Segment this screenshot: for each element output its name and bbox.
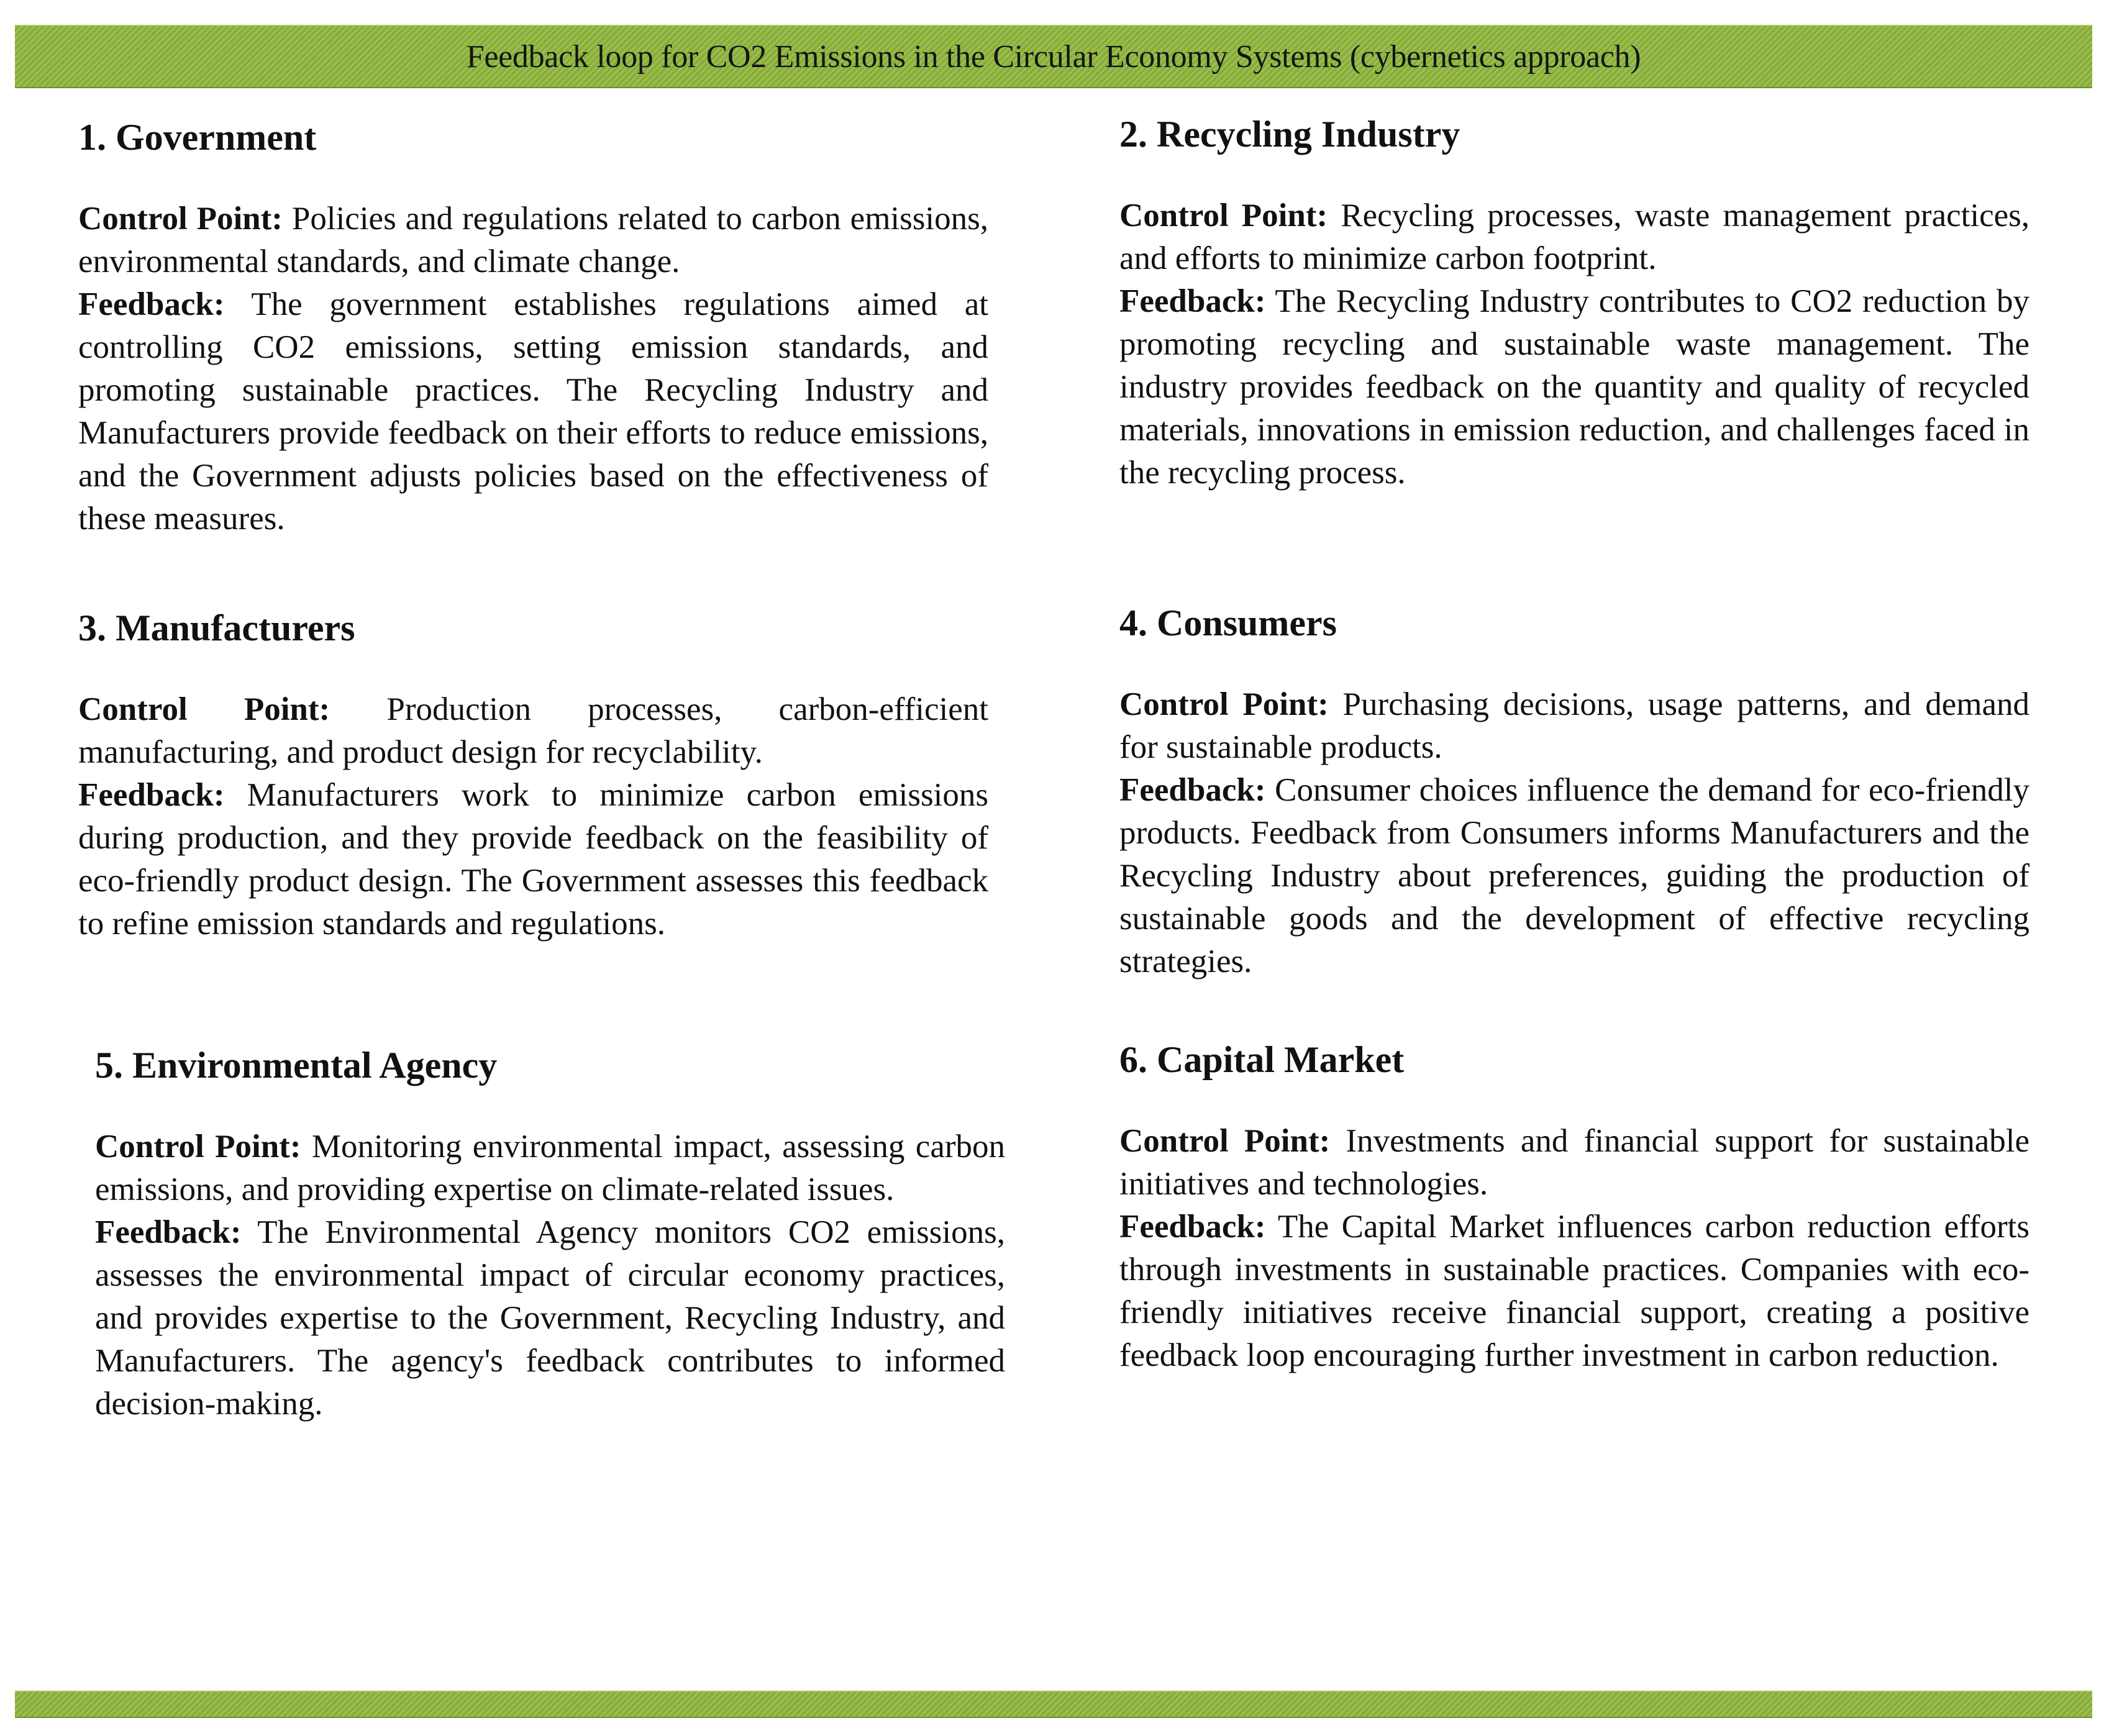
feedback-text: The government establishes regulations aimed at controlling CO2 emissions, setting emission standards, and promoting sustainable practices. The Recycling Industry and Manufacturers provide feedback on their efforts to reduce emissions, and the Government adjusts policies based on the effectiveness of these measures. <box>78 286 988 537</box>
control-point-text: Policies and regulations related to carbon emissions, environmental standards, and climate change. <box>78 201 988 279</box>
section-recycling-industry <box>1119 114 2029 494</box>
page-title: Feedback loop for CO2 Emissions in the Circular Economy Systems (cybernetics approach) <box>466 39 1641 75</box>
section-heading: 3. Manufacturers <box>78 607 355 648</box>
control-point-text: Production processes, carbon-efficient manufacturing, and product design for recyclability. <box>78 691 988 770</box>
section-heading: 5. Environmental Agency <box>95 1045 498 1086</box>
control-point-label: Control Point: <box>1119 198 1328 234</box>
feedback-paragraph <box>78 283 988 540</box>
control-point-label: Control Point: <box>78 201 283 237</box>
control-point-text: Purchasing decisions, usage patterns, and demand for sustainable products. <box>1119 686 2029 765</box>
section-heading: 1. Government <box>78 117 317 158</box>
feedback-label: Feedback: <box>95 1214 242 1250</box>
control-point-label: Control Point: <box>95 1129 301 1165</box>
section-capital-market <box>1119 1039 2029 1377</box>
section-government <box>78 117 988 540</box>
feedback-paragraph <box>1119 769 2029 983</box>
feedback-paragraph <box>1119 280 2029 494</box>
feedback-text: The Capital Market influences carbon reduction efforts through investments in sustainable practices. Companies with eco-friendly initiatives receive financial support, creating a positive feedback loop encouraging further investment in carbon reduction. <box>1119 1209 2029 1373</box>
section-heading: 4. Consumers <box>1119 602 1337 643</box>
section-heading: 2. Recycling Industry <box>1119 114 1460 155</box>
control-point-label: Control Point: <box>1119 686 1329 722</box>
feedback-text: Manufacturers work to minimize carbon emissions during production, and they provide feedback on the feasibility of eco-friendly product design. The Government assesses this feedback to refine emission standards and regulations. <box>78 777 988 942</box>
feedback-label: Feedback: <box>1119 1209 1266 1245</box>
feedback-text: Consumer choices influence the demand for eco-friendly products. Feedback from Consumers informs Manufacturers and the Recycling Industry about preferences, guiding the production of sustainable goods and the development of effective recycling strategies. <box>1119 772 2030 979</box>
section-manufacturers <box>78 607 988 945</box>
section-consumers <box>1119 602 2029 983</box>
feedback-label: Feedback: <box>1119 283 1266 319</box>
control-point-paragraph <box>1119 1120 2029 1206</box>
control-point-text: Monitoring environmental impact, assessing carbon emissions, and providing expertise on climate-related issues. <box>95 1129 1005 1207</box>
feedback-paragraph <box>1119 1206 2029 1377</box>
feedback-label: Feedback: <box>78 777 225 813</box>
control-point-paragraph <box>78 688 988 774</box>
feedback-paragraph <box>95 1211 1005 1425</box>
control-point-label: Control Point: <box>78 691 330 727</box>
control-point-paragraph <box>95 1125 1005 1211</box>
control-point-paragraph <box>78 198 988 283</box>
footer-banner <box>15 1691 2092 1718</box>
control-point-label: Control Point: <box>1119 1123 1331 1159</box>
control-point-text: Investments and financial support for sustainable initiatives and technologies. <box>1119 1123 2029 1202</box>
control-point-paragraph <box>1119 194 2029 280</box>
feedback-text: The Recycling Industry contributes to CO2 reduction by promoting recycling and sustainable waste management. The industry provides feedback on the quantity and quality of recycled materials, innovations in emission reduction, and challenges faced in the recycling process. <box>1119 283 2029 491</box>
title-banner <box>15 25 2092 88</box>
feedback-label: Feedback: <box>78 286 225 322</box>
section-environmental-agency <box>95 1045 1005 1425</box>
feedback-label: Feedback: <box>1119 772 1266 808</box>
section-heading: 6. Capital Market <box>1119 1039 1405 1080</box>
control-point-text: Recycling processes, waste management practices, and efforts to minimize carbon footprint. <box>1119 198 2029 276</box>
feedback-paragraph <box>78 774 988 945</box>
control-point-paragraph <box>1119 683 2029 769</box>
feedback-text: The Environmental Agency monitors CO2 emissions, assesses the environmental impact of circular economy practices, and provides expertise to the Government, Recycling Industry, and Manufacturers. The agency's feedback contributes to informed decision-making. <box>95 1214 1006 1422</box>
